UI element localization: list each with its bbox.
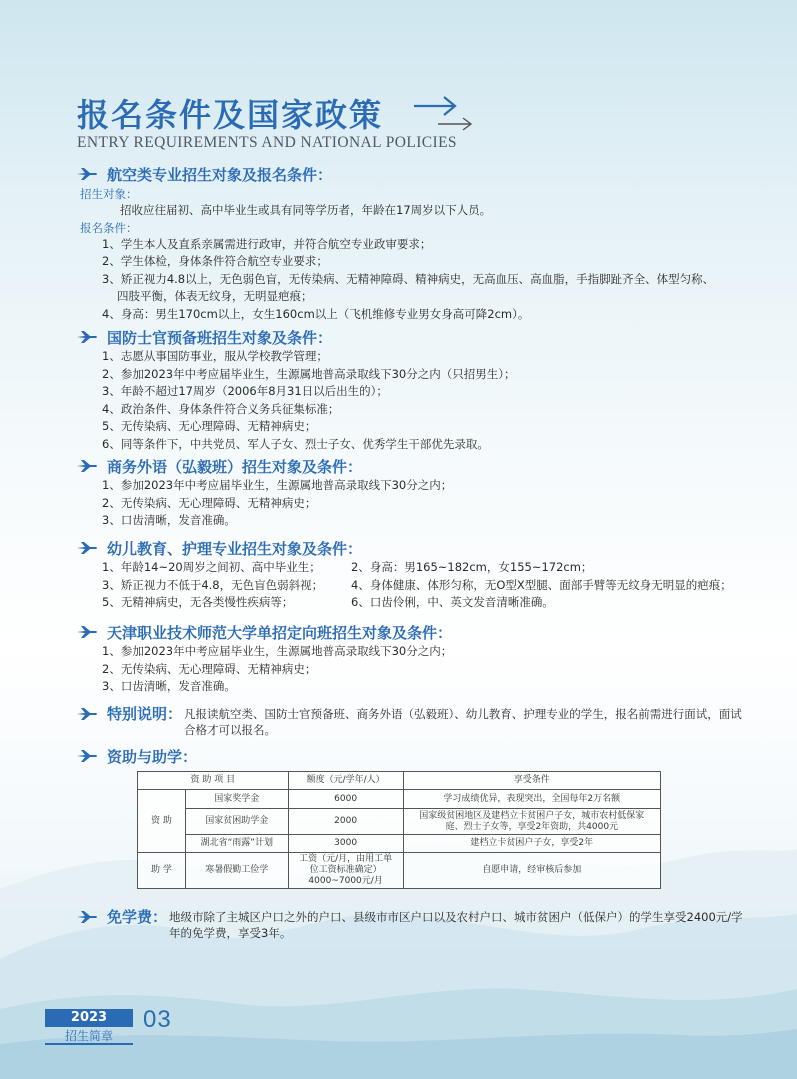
list-item: 四肢平衡，体表无纹身，无明显疤痕； bbox=[117, 289, 313, 303]
list-item: 3、口齿清晰，发音准确。 bbox=[102, 513, 236, 527]
target-text: 招收应往届初、高中毕业生或具有同等学历者，年龄在17周岁以下人员。 bbox=[120, 203, 492, 217]
airplane-icon bbox=[77, 168, 98, 180]
target-label: 招生对象： bbox=[80, 187, 138, 201]
page-title: 报名条件及国家政策 bbox=[77, 96, 384, 134]
table-row bbox=[138, 853, 661, 889]
list-item: 2、无传染病、无心理障碍、无精神病史； bbox=[102, 495, 317, 510]
list-item: 4、身体健康、体形匀称，无O型X型腿、面部手臂等无纹身无明显的疤痕； bbox=[351, 577, 732, 592]
list-item: 1、年龄14~20周岁之间初、高中毕业生； bbox=[102, 560, 321, 574]
header-cell: 享受条件 bbox=[403, 772, 660, 790]
list-item: 3、矫正视力4.8以上，无色弱色盲，无传染病、无精神障碍、精神病史，无高血压、高血脂，手指脚趾齐全、体型匀称、 bbox=[102, 271, 715, 286]
section-exemption bbox=[77, 906, 745, 941]
exemption-text: 地级市除了主城区户口之外的户口、县级市市区户口以及农村户口、城市贫困户（低保户）的学生享受2400元/学年的免学费，享受3年。 bbox=[169, 910, 743, 940]
list-item: 4、政治条件、身体条件符合义务兵征集标准； bbox=[102, 401, 340, 416]
list-item: 4、身高：男生170cm以上，女生160cm以上（飞机维修专业男女身高可降2cm）。 bbox=[102, 306, 530, 321]
table-cell: 2000 bbox=[288, 809, 403, 835]
condition-label: 报名条件： bbox=[80, 220, 138, 235]
table-cell: 寒暑假勤工俭学 bbox=[185, 853, 288, 889]
airplane-icon bbox=[77, 750, 98, 762]
section-aviation bbox=[77, 163, 757, 323]
section-aid bbox=[77, 745, 757, 767]
list-item: 1、学生本人及直系亲属需进行政审，并符合航空专业政审要求； bbox=[102, 236, 432, 251]
table-cell: 建档立卡贫困户子女，享受2年 bbox=[403, 835, 660, 853]
table-cell: 国家级贫困地区及建档立卡贫困户子女，城市农村低保家庭、烈士子女等，享受2年资助，共4000元 bbox=[403, 809, 660, 835]
airplane-icon bbox=[77, 460, 98, 472]
page-subtitle: ENTRY REQUIREMENTS AND NATIONAL POLICIES bbox=[77, 134, 457, 151]
table-cell: 国家贫困助学金 bbox=[185, 809, 288, 835]
section-title: 航空类专业招生对象及报名条件： bbox=[107, 165, 333, 184]
header-cell: 资 助 项 目 bbox=[138, 772, 289, 790]
section-title: 资助与助学： bbox=[107, 747, 198, 766]
list-item: 1、志愿从事国防事业，服从学校教学管理； bbox=[102, 349, 328, 363]
list-item: 1、参加2023年中考应届毕业生，生源属地普高录取线下30分之内； bbox=[102, 644, 453, 658]
table-header-row bbox=[138, 772, 661, 790]
list-item: 2、无传染病、无心理障碍、无精神病史； bbox=[102, 661, 317, 676]
aid-table bbox=[137, 771, 661, 889]
section-title: 商务外语（弘毅班）招生对象及条件： bbox=[107, 457, 363, 476]
list-item: 1、参加2023年中考应届毕业生，生源属地普高录取线下30分之内； bbox=[102, 478, 453, 492]
airplane-icon bbox=[77, 626, 98, 638]
airplane-icon bbox=[77, 911, 98, 923]
table-row bbox=[138, 790, 661, 809]
table-cell: 学习成绩优异，表现突出，全国每年2万名额 bbox=[403, 790, 660, 809]
section-title: 特别说明： bbox=[107, 705, 183, 723]
list-item: 3、年龄不超过17周岁（2006年8月31日以后出生的）； bbox=[102, 384, 388, 398]
footer-label: 招生简章 bbox=[45, 1028, 133, 1045]
airplane-icon bbox=[77, 542, 98, 554]
section-title: 免学费： bbox=[107, 908, 168, 926]
section-title: 天津职业技术师范大学单招定向班招生对象及条件： bbox=[107, 623, 453, 642]
section-special-note bbox=[77, 703, 745, 738]
section-title: 幼儿教育、护理专业招生对象及条件： bbox=[107, 539, 363, 558]
table-cell: 6000 bbox=[288, 790, 403, 809]
list-item: 5、无精神病史，无各类慢性疾病等； bbox=[102, 595, 294, 609]
table-cell: 3000 bbox=[288, 835, 403, 853]
special-note-text: 凡报读航空类、国防士官预备班、商务外语（弘毅班）、幼儿教育、护理专业的学生，报名前需进行面试，面试合格才可以报名。 bbox=[184, 707, 742, 737]
table-row bbox=[138, 809, 661, 835]
page-number: 03 bbox=[143, 1006, 172, 1033]
list-item: 2、身高：男165~182cm，女155~172cm； bbox=[351, 560, 593, 574]
section-title: 国防士官预备班招生对象及条件： bbox=[107, 328, 333, 347]
group-cell: 资 助 bbox=[138, 790, 186, 853]
list-item: 6、同等条件下，中共党员、军人子女、烈士子女、优秀学生干部优先录取。 bbox=[102, 436, 489, 451]
table-row bbox=[138, 835, 661, 853]
footer-year: 2023 bbox=[45, 1009, 133, 1027]
list-item: 2、参加2023年中考应届毕业生，生源属地普高录取线下30分之内（只招男生）； bbox=[102, 366, 516, 381]
table-cell: 湖北省“雨露”计划 bbox=[185, 835, 288, 853]
table-cell: 自愿申请，经审核后参加 bbox=[403, 853, 660, 889]
group-cell: 助 学 bbox=[138, 853, 186, 889]
arrow-right-icon bbox=[412, 92, 474, 136]
airplane-icon bbox=[77, 331, 98, 343]
section-business bbox=[77, 455, 757, 530]
table-cell: 工资（元/月，由用工单位工资标准确定）4000~7000元/月 bbox=[288, 853, 403, 889]
list-item: 2、学生体检，身体条件符合航空专业要求； bbox=[102, 254, 328, 268]
list-item: 5、无传染病、无心理障碍、无精神病史； bbox=[102, 419, 317, 433]
airplane-icon bbox=[77, 708, 98, 720]
section-defense bbox=[77, 326, 757, 453]
section-childcare bbox=[77, 537, 757, 612]
list-item: 6、口齿伶俐，中、英文发音清晰准确。 bbox=[351, 595, 554, 609]
list-item: 3、口齿清晰，发音准确。 bbox=[102, 679, 236, 693]
section-tianjin bbox=[77, 621, 757, 696]
table-cell: 国家奖学金 bbox=[185, 790, 288, 809]
header-cell: 额度（元/学年/人） bbox=[288, 772, 403, 790]
list-item: 3、矫正视力不低于4.8，无色盲色弱斜视； bbox=[102, 577, 324, 592]
